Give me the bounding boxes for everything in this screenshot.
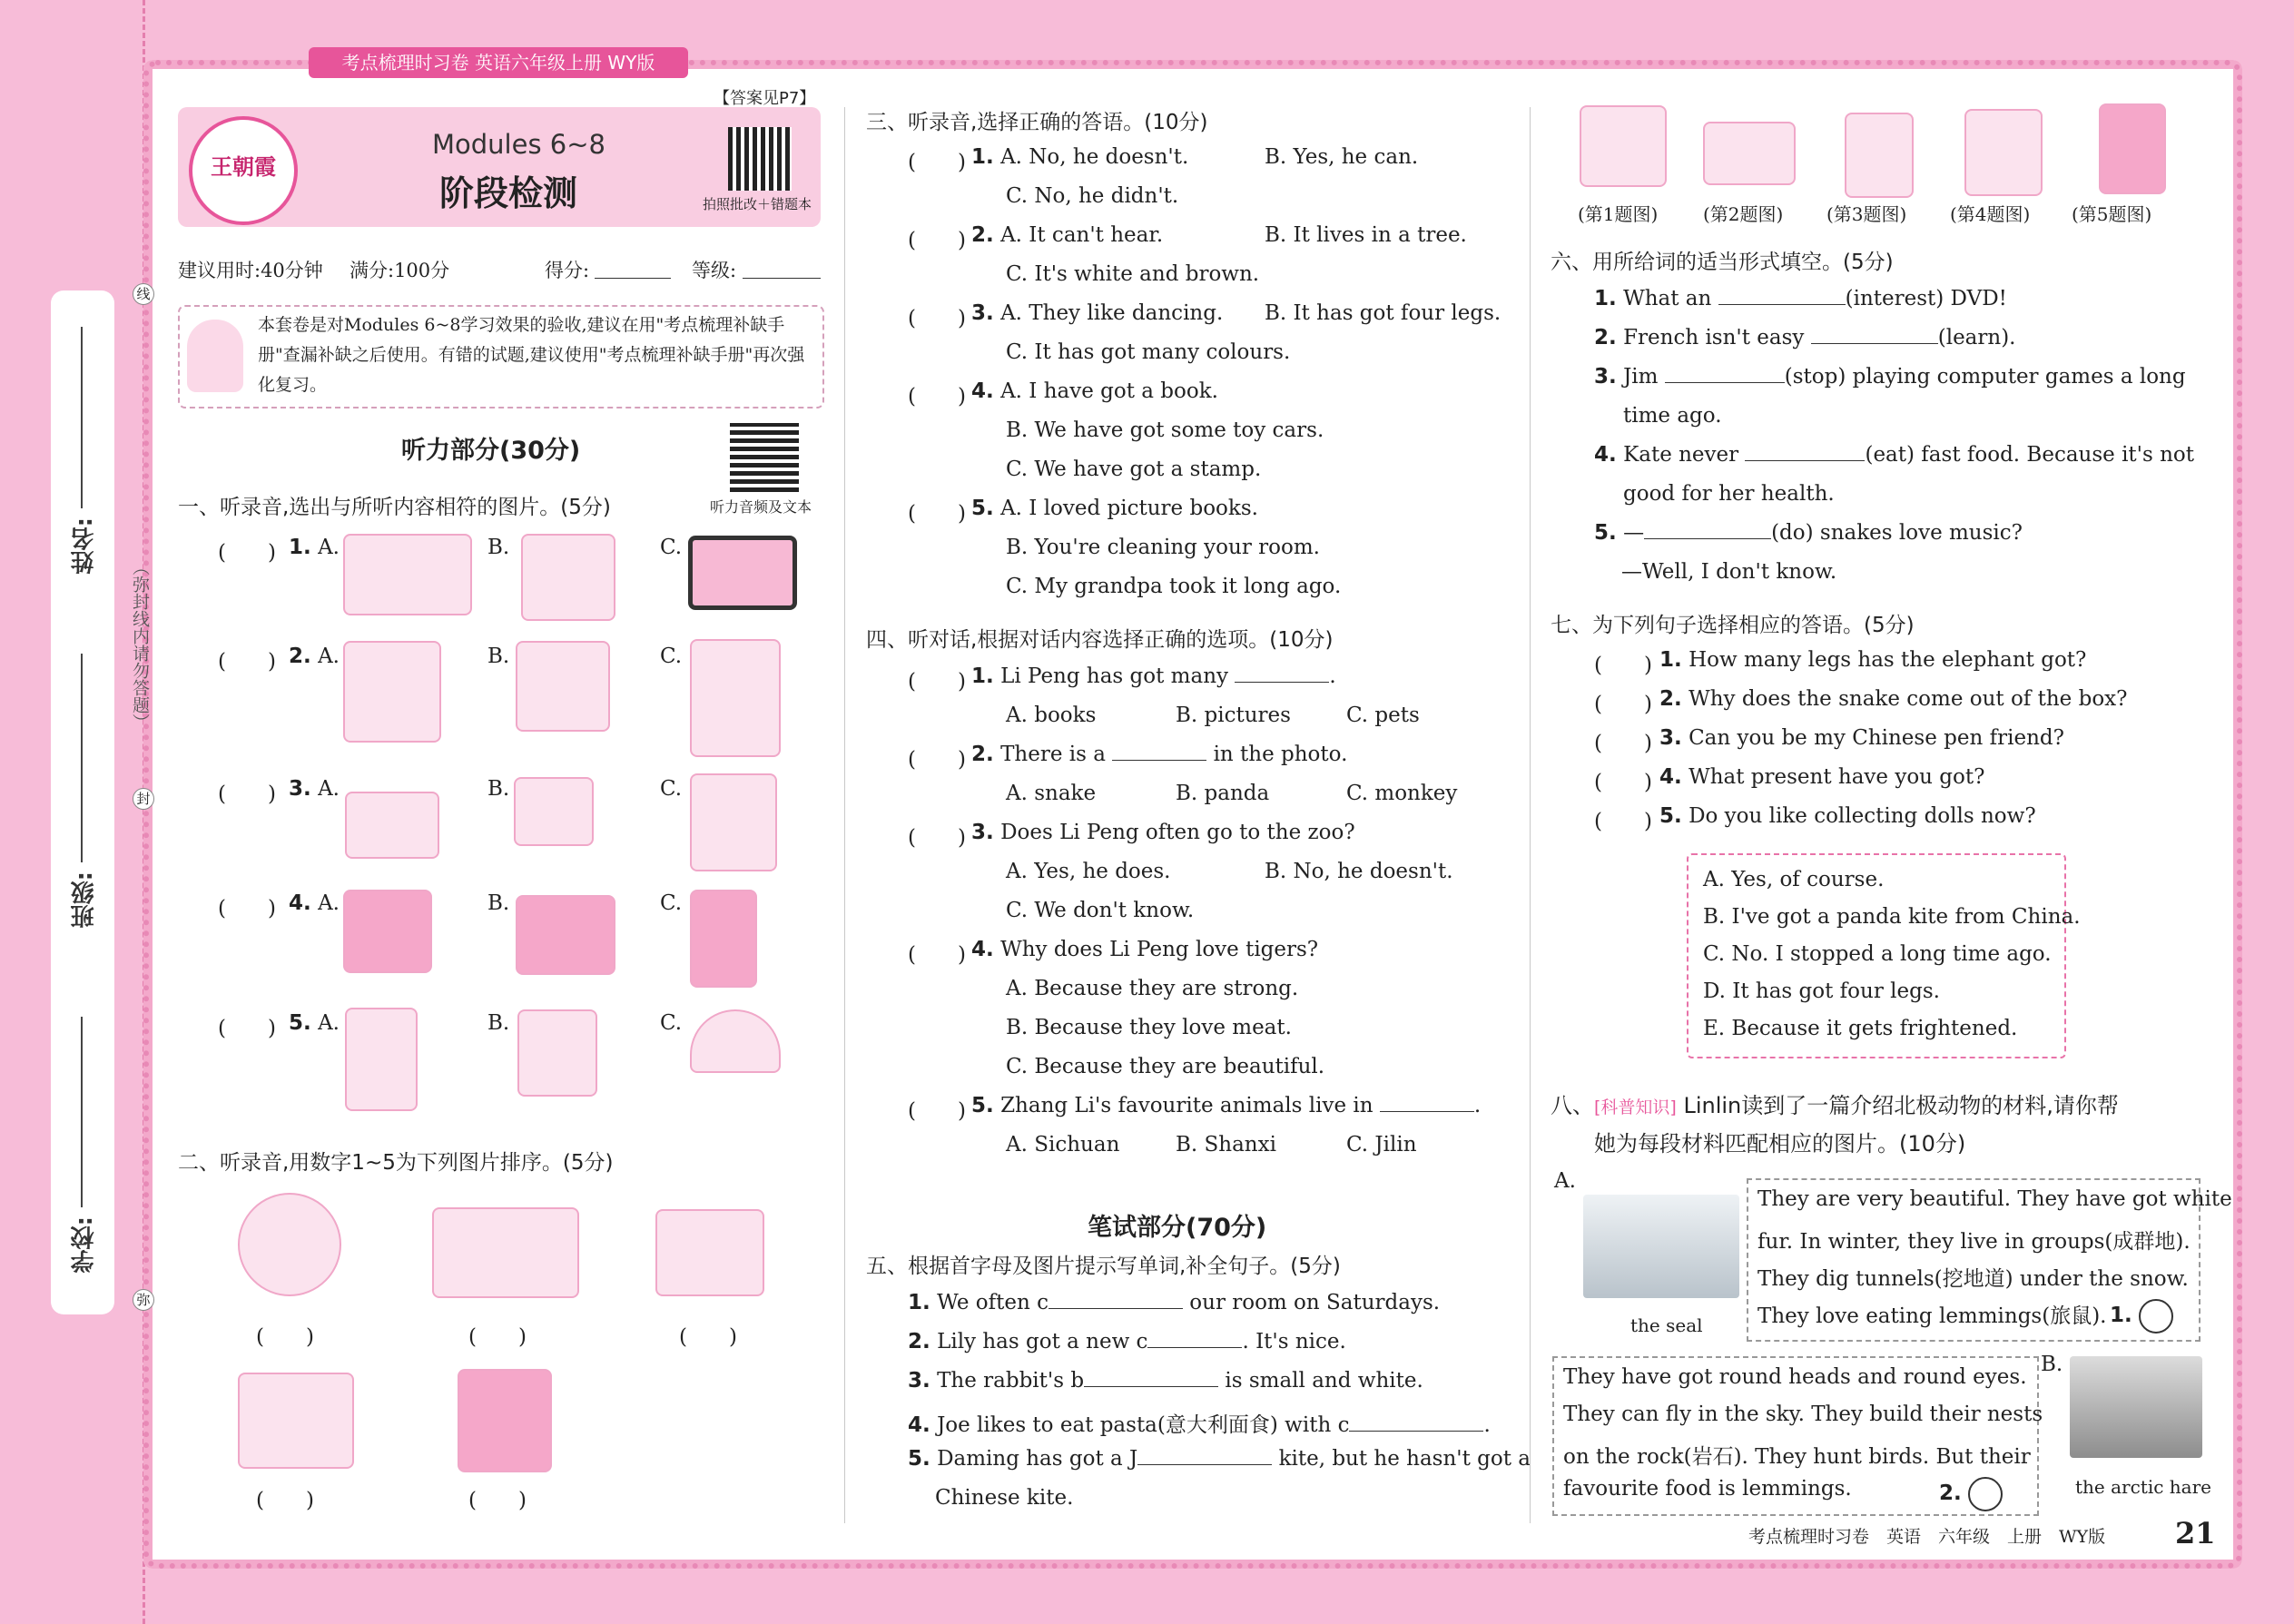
option-b: B. [487,536,510,559]
option-c: C. monkey [1346,782,1458,805]
option-c: C. [660,1011,683,1035]
line-post: (do) snakes love music? [1771,521,2023,545]
answer-paren[interactable]: ( ) [908,385,966,408]
line-post: our room on Saturdays. [1189,1291,1441,1314]
answer-paren[interactable]: ( ) [1594,693,1652,716]
section5-title: 五、根据首字母及图片提示写单词,补全句子。(5分) [866,1255,1341,1278]
q-number: 5. [971,497,994,520]
section7-title: 七、为下列句子选择相应的答语。(5分) [1551,614,1915,637]
q-number: 3. [971,821,994,844]
option-b: B. Yes, he can. [1265,145,1419,169]
option-c: C. Jilin [1346,1133,1417,1156]
answer-paren[interactable]: ( ) [908,229,966,252]
grade-blank[interactable] [743,278,821,279]
pic-caption-5: (第5题图) [2072,203,2152,225]
q-number: 3. [1659,726,1682,750]
line-post: . It's nice. [1242,1330,1346,1353]
image-4a [343,890,432,973]
seal-caption: the seal [1630,1314,1703,1336]
line-number: 2. [1594,326,1617,349]
pic-caption-1: (第1题图) [1578,203,1659,225]
line-post: kite, but he hasn't got a [1278,1447,1531,1471]
passage-1-line: They love eating lemmings(旅鼠). [1757,1304,2107,1328]
q-number: 4. [971,379,994,403]
option-b: B. We have got some toy cars. [1006,418,1324,442]
passage-a-label: A. [1554,1169,1576,1193]
q-number: 2. [971,223,994,247]
option-b: B. It has got four legs. [1265,301,1501,325]
option-b: B. [487,1011,510,1035]
option-c: C. My grandpa took it long ago. [1006,575,1342,598]
answer-paren[interactable]: ( ) [468,1489,527,1512]
answer-blank[interactable] [1811,343,1938,344]
answer-blank[interactable] [1137,1464,1272,1465]
q-stem-end: . [1473,1094,1482,1117]
line-number: 3. [1594,365,1617,389]
seal-photo [1583,1195,1739,1298]
q-number: 5. [971,1094,994,1117]
brand-name: 王朝霞 [211,153,276,180]
answer-blank[interactable] [1147,1347,1242,1348]
line-post: is small and white. [1225,1369,1423,1393]
line-number: 2. [908,1330,930,1353]
option-a: A. Yes, he does. [1006,860,1171,883]
line-number: 4. [1594,443,1617,467]
option-c: C. We have got a stamp. [1006,458,1262,481]
answer-paren[interactable]: ( ) [908,670,966,694]
answer-paren[interactable]: ( ) [218,541,276,565]
page-number: 21 [2175,1516,2216,1550]
q-stem: There is a [1000,743,1106,766]
q2-camera-picture [1703,122,1796,185]
option-a: A. [318,777,340,801]
answer-blank[interactable] [1644,538,1771,539]
answer-blank[interactable] [1349,1431,1483,1432]
option-a: A. snake [1006,782,1097,805]
option-b: B. No, he doesn't. [1265,860,1453,883]
line-pre: French isn't easy [1623,326,1805,349]
xian-mark: 线 [133,283,154,305]
line-pre: The rabbit's b [937,1369,1085,1393]
option-b: B. panda [1176,782,1270,805]
option-a: A. No, he doesn't. [1000,145,1189,169]
line-pre: What an [1623,287,1712,310]
image-1b [521,534,615,621]
footer-series: 考点梳理时习卷 英语 六年级 上册 WY版 [1748,1527,2106,1547]
answer-paren[interactable]: ( ) [256,1325,314,1349]
q3-rabbit-picture [1845,113,1914,198]
score-blank[interactable] [595,278,671,279]
answer-paren[interactable]: ( ) [908,826,966,850]
section8-number: 八、 [1551,1093,1594,1118]
option-b: B. I've got a panda kite from China. [1703,905,2081,929]
line-pre: Kate never [1623,443,1739,467]
option-c: C. [660,645,683,668]
line-pre: Joe likes to eat pasta(意大利面食) with c [937,1413,1350,1437]
line-post: (interest) DVD! [1845,287,2007,310]
q-text: How many legs has the elephant got? [1689,648,2087,672]
answer-blank[interactable] [1049,1308,1183,1309]
option-b: B. [487,891,510,915]
image-3c [690,773,777,871]
answer-paren[interactable]: ( ) [256,1489,314,1512]
q-text: What present have you got? [1689,765,1985,789]
answer-circle-1[interactable] [2139,1299,2173,1334]
q-stem: Why does Li Peng love tigers? [1000,938,1319,961]
option-a: A. [318,891,340,915]
q-stem: Li Peng has got many [1000,664,1228,688]
q-number: 1. [971,664,994,688]
s2-image-5 [458,1369,552,1472]
option-c: C. [660,777,683,801]
line-pre: — [1623,521,1645,545]
name-line [81,327,83,508]
option-a: A. Yes, of course. [1703,868,1885,891]
item-number: 2. [289,645,311,668]
series-header-tab: 考点梳理时习卷 英语六年级上册 WY版 [309,47,688,78]
option-c: C. [660,891,683,915]
option-a: A. Sichuan [1006,1133,1120,1156]
q-number: 5. [1659,804,1682,828]
answer-paren[interactable]: ( ) [908,502,966,526]
option-c: C. It has got many colours. [1006,340,1291,364]
option-c: C. We don't know. [1006,899,1195,922]
option-d: D. It has got four legs. [1703,979,1940,1003]
line-pre: We often c [937,1291,1049,1314]
line-pre: Daming has got a J [937,1447,1138,1471]
pic-caption-3: (第3题图) [1826,203,1907,225]
option-a: A. Because they are strong. [1006,977,1299,1000]
image-4b [516,895,615,975]
answer-paren[interactable]: ( ) [218,897,276,920]
brand-logo [189,116,298,225]
girl-avatar-icon [187,320,243,392]
passage-2-line: They have got round heads and round eyes. [1563,1365,2027,1389]
answer-blank[interactable] [1235,682,1329,683]
image-2a [343,641,441,743]
line-continuation: good for her health. [1623,482,1835,506]
q-text: Can you be my Chinese pen friend? [1689,726,2064,750]
line-pre: Lily has got a new c [937,1330,1148,1353]
option-c: C. No, he didn't. [1006,184,1179,208]
score-label: 得分: [545,260,590,281]
q-text: Do you like collecting dolls now? [1689,804,2036,828]
option-b: B. [487,645,510,668]
image-4c [690,890,757,988]
line-number: 1. [908,1291,930,1314]
image-1c [688,536,797,610]
answer-paren[interactable]: ( ) [1594,810,1652,833]
line-pre: Jim [1623,365,1659,389]
section8-title-1: Linlin读到了一篇介绍北极动物的材料,请你帮 [1683,1093,2119,1118]
q-number: 3. [971,301,994,325]
item-number: 1. [289,536,311,559]
item-number: 4. [289,891,311,915]
answer-blank[interactable] [1084,1386,1218,1387]
line-number: 5. [908,1447,930,1471]
passage-2-line: favourite food is lemmings. [1563,1477,1852,1501]
s2-image-2 [432,1207,579,1298]
line-number: 3. [908,1369,930,1393]
line-continuation: time ago. [1623,404,1722,428]
answer-paren[interactable]: ( ) [908,943,966,967]
modules-label: Modules 6~8 [432,129,605,160]
option-a: A. I loved picture books. [1000,497,1258,520]
notice-text: 本套卷是对Modules 6~8学习效果的验收,建议在用"考点梳理补缺手册"查漏补缺之后使用。有错的试题,建议使用"考点梳理补缺手册"再次强化复习。 [258,315,805,395]
option-a: A. [318,536,340,559]
answer-blank[interactable] [1665,382,1785,383]
option-a: A. books [1006,704,1097,727]
column-divider-2 [1530,107,1531,1523]
answer-paren[interactable]: ( ) [908,748,966,772]
option-a: A. [318,1011,340,1035]
passage-1-line: They are very beautiful. They have got white [1757,1187,2232,1211]
image-2c [690,639,781,757]
answer-circle-2[interactable] [1968,1477,2003,1511]
school-line [81,1017,83,1207]
qr-grading-caption: 拍照批改＋错题本 [703,196,812,212]
line-post: (stop) playing computer games a long [1784,365,2186,389]
pic-caption-2: (第2题图) [1703,203,1784,225]
s2-image-1 [238,1193,341,1296]
line-post: (learn). [1937,326,2016,349]
option-b: B. [487,777,510,801]
science-tag: [科普知识] [1594,1097,1677,1117]
q4-chopsticks-picture [1964,109,2043,196]
arctic-hare-photo [2070,1356,2202,1458]
feng-mark: 封 [133,788,154,810]
q-number: 2. [1659,687,1682,711]
answer-paren[interactable]: ( ) [908,1099,966,1123]
image-2b [516,641,610,732]
q5-kite-picture [2099,103,2166,194]
option-e: E. Because it gets frightened. [1703,1017,2018,1040]
answer-paren[interactable]: ( ) [908,151,966,174]
answer-paren[interactable]: ( ) [218,650,276,674]
q-stem-end: in the photo. [1213,743,1348,766]
arctic-hare-caption: the arctic hare [2075,1476,2211,1498]
line-continuation: Chinese kite. [935,1486,1074,1510]
section6-title: 六、用所给词的适当形式填空。(5分) [1551,251,1894,274]
q-number: 2. [971,743,994,766]
section4-title: 四、听对话,根据对话内容选择正确的选项。(10分) [866,628,1334,652]
answer-paren[interactable]: ( ) [1594,654,1652,677]
answer-paren[interactable]: ( ) [679,1325,737,1349]
option-c: C. [660,536,683,559]
item-number: 3. [289,777,311,801]
section3-title: 三、听录音,选择正确的答语。(10分) [866,111,1208,134]
s2-image-3 [655,1209,764,1296]
q1-picture [1580,105,1667,187]
passage-1-line: They dig tunnels(挖地道) under the snow. [1757,1267,2189,1291]
option-b: B. You're cleaning your room. [1006,536,1320,559]
image-3a [345,792,439,859]
grade-label: 等级: [692,260,737,281]
answer-blank[interactable] [1745,460,1865,461]
listening-title: 听力部分(30分) [401,437,581,465]
q-number: 4. [971,938,994,961]
full-score-label: 满分:100分 [350,260,450,281]
answer-paren[interactable]: ( ) [1594,771,1652,794]
image-1a [343,534,472,615]
answer-blank[interactable] [1718,304,1846,305]
section8-title-2: 她为每段材料匹配相应的图片。(10分) [1594,1131,1966,1156]
q-stem: Zhang Li's favourite animals live in [1000,1094,1373,1117]
option-b: B. Shanxi [1176,1133,1276,1156]
answer-blank[interactable] [1112,760,1206,761]
column-divider-1 [844,107,845,1523]
line-number: 1. [1594,287,1617,310]
line-continuation: —Well, I don't know. [1621,560,1837,584]
q-stem-end: . [1329,664,1336,688]
answer-ref: 【答案见P7】 [714,89,816,108]
option-b: B. pictures [1176,704,1291,727]
image-3b [514,777,594,846]
school-label: 学校: [71,1216,98,1274]
option-b: B. Because they love meat. [1006,1016,1292,1039]
qr-code-grading[interactable] [728,127,792,191]
answer-paren[interactable]: ( ) [908,307,966,330]
mi-mark: 弥 [133,1289,154,1311]
answer-paren[interactable]: ( ) [218,1017,276,1040]
passage-1-line: fur. In winter, they live in groups(成群地). [1757,1230,2191,1254]
option-a: A. [318,645,340,668]
q-number: 1. [971,145,994,169]
option-c: C. It's white and brown. [1006,262,1260,286]
option-c: C. No. I stopped a long time ago. [1703,942,2052,966]
answer-paren[interactable]: ( ) [1594,732,1652,755]
qr-audio-caption: 听力音频及文本 [710,498,812,516]
answer-blank[interactable] [1380,1111,1474,1112]
qr-code-audio[interactable] [730,423,799,492]
item-number: 5. [289,1011,311,1035]
option-a: A. It can't hear. [1000,223,1164,247]
answer-paren[interactable]: ( ) [218,782,276,806]
line-number: 5. [1594,521,1617,545]
q-number: 4. [1659,765,1682,789]
option-c: C. Because they are beautiful. [1006,1055,1325,1078]
line-number: 4. [908,1413,930,1437]
option-a: A. They like dancing. [1000,301,1224,325]
binding-info-card [51,290,114,1314]
passage-2-line: They can fly in the sky. They build their nests [1563,1403,2043,1426]
passage-b-label: B. [2041,1353,2063,1376]
passage-2-number: 2. [1939,1481,1962,1505]
section1-title: 一、听录音,选出与所听内容相符的图片。(5分) [178,496,611,519]
q-text: Why does the snake come out of the box? [1689,687,2128,711]
q-stem: Does Li Peng often go to the zoo? [1000,821,1355,844]
q-number: 1. [1659,648,1682,672]
option-a: A. I have got a book. [1000,379,1218,403]
image-5b [517,1009,597,1097]
name-label: 姓名: [71,517,98,575]
line-post: . [1483,1413,1491,1437]
option-b: B. It lives in a tree. [1265,223,1467,247]
answer-paren[interactable]: ( ) [468,1325,527,1349]
time-label: 建议用时:40分钟 [178,260,323,281]
line-post: (eat) fast food. Because it's not [1865,443,2195,467]
page-title: 阶段检测 [439,173,578,213]
writing-title: 笔试部分(70分) [1088,1214,1267,1242]
passage-2-line: on the rock(岩石). They hunt birds. But their [1563,1445,2031,1469]
class-label: 班级: [71,871,98,929]
option-c: C. pets [1346,704,1420,727]
passage-1-number: 1. [2110,1304,2132,1327]
seal-note: （弥封线内请勿答题） [130,558,150,731]
s2-image-4 [238,1373,354,1469]
pic-caption-4: (第4题图) [1950,203,2031,225]
section2-title: 二、听录音,用数字1~5为下列图片排序。(5分) [178,1151,614,1175]
class-line [81,654,83,862]
image-5a [345,1008,418,1111]
